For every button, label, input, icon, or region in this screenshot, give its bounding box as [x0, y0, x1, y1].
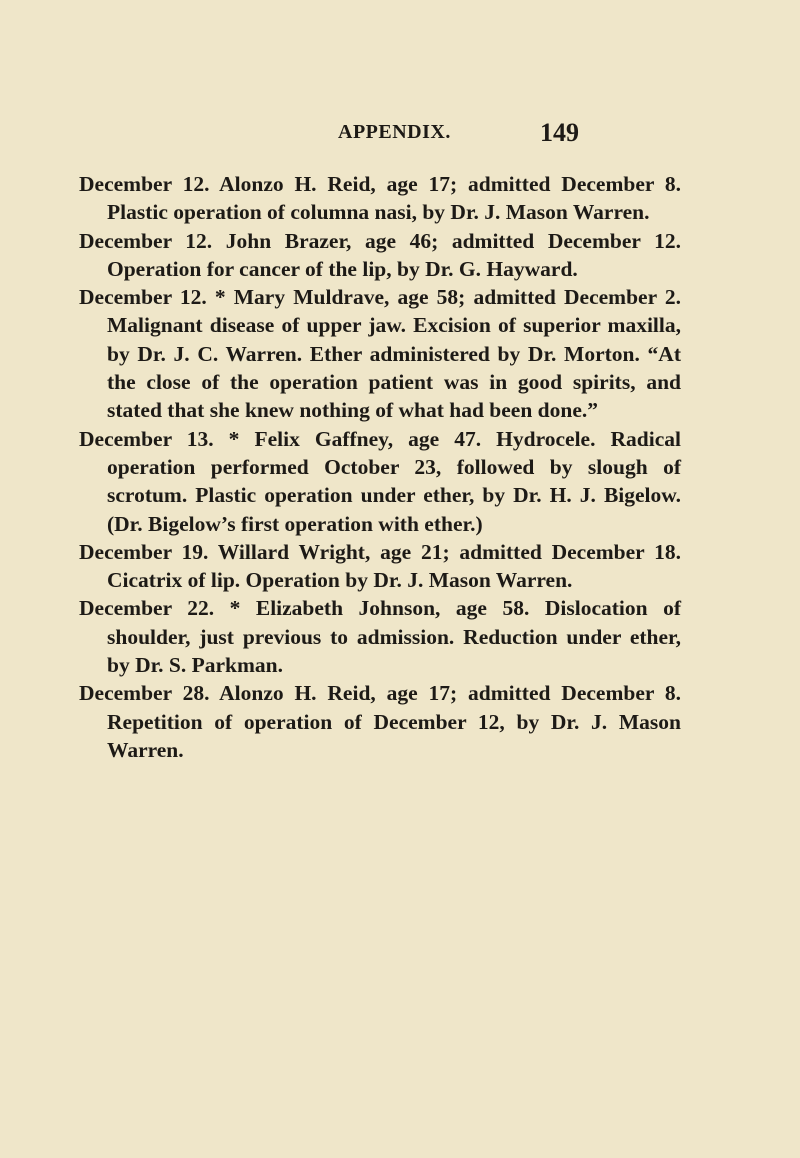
- case-entry: December 19. Willard Wright, age 21; admitted December 18. Cicatrix of lip. Operation by Dr. J. Mason Warren.: [79, 539, 681, 593]
- case-entry: December 12. * Mary Muldrave, age 58; admitted December 2. Malignant disease of upper jaw. Excision of superior maxilla, by Dr. J. C. Warren. Ether administered by Dr. Morton. “At the close of the operation patient was in good spirits, and stated that she knew nothing of what had been done.”: [79, 285, 681, 423]
- case-entries: [79, 170, 681, 764]
- page-header: [338, 118, 638, 151]
- running-head: APPENDIX.: [338, 121, 451, 143]
- page-number: 149: [540, 118, 579, 147]
- case-entry: December 28. Alonzo H. Reid, age 17; admitted December 8. Repetition of operation of December 12, by Dr. J. Mason Warren.: [79, 681, 681, 762]
- case-entry: December 12. John Brazer, age 46; admitted December 12. Operation for cancer of the lip, by Dr. G. Hayward.: [79, 228, 681, 281]
- case-entry: December 13. * Felix Gaffney, age 47. Hydrocele. Radical operation performed October 23, followed by slough of scrotum. Plastic operation under ether, by Dr. H. J. Bigelow. (Dr. Bigelow’s first operation with ether.): [79, 426, 681, 536]
- case-entry: December 22. * Elizabeth Johnson, age 58. Dislocation of shoulder, just previous to admission. Reduction under ether, by Dr. S. Parkman.: [79, 596, 681, 678]
- case-entry: December 12. Alonzo H. Reid, age 17; admitted December 8. Plastic operation of columna nasi, by Dr. J. Mason Warren.: [79, 172, 681, 225]
